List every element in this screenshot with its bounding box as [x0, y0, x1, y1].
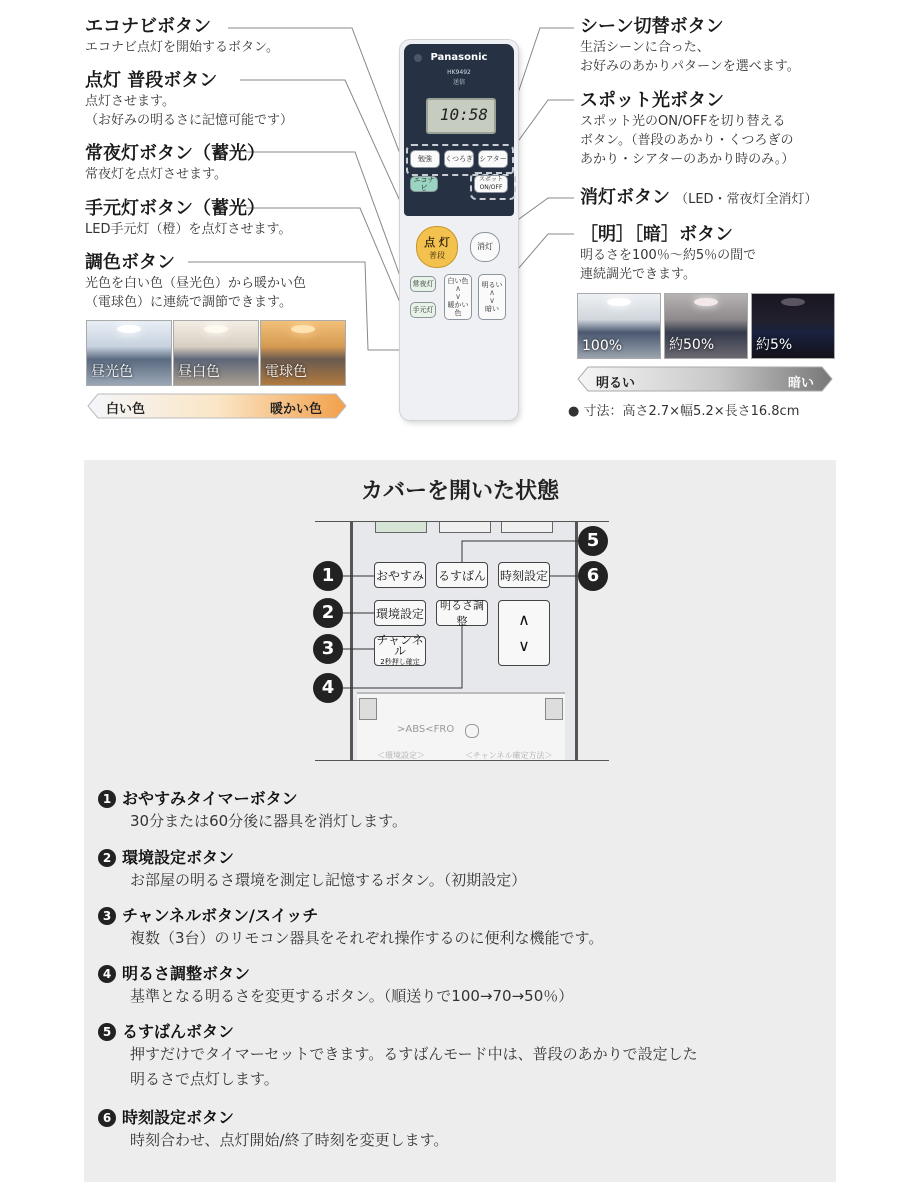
list-item	[98, 845, 526, 893]
brightness-label-desc-2: 連続調光できます。	[580, 267, 696, 282]
photo-daylight-label: 昼光色	[91, 364, 133, 380]
lcd-clock: 10:58	[439, 105, 488, 124]
updown-icon: ∧ ∨	[455, 284, 461, 301]
photo-neutral	[173, 320, 259, 386]
spot-label-title: スポット光ボタン	[580, 90, 724, 111]
scene-label-title: シーン切替ボタン	[580, 16, 724, 37]
callout-6: 6	[578, 561, 608, 591]
joya-button[interactable]: 常夜灯	[410, 276, 436, 292]
scene-study-button[interactable]: 勉強	[410, 150, 440, 168]
list-title: 時刻設定ボタン	[122, 1108, 235, 1127]
brand-logo: Panasonic	[430, 52, 488, 63]
photo-bright-5	[751, 293, 835, 359]
tento-button-main: 点 灯	[424, 236, 450, 249]
photo-warm-label: 電球色	[265, 364, 307, 380]
econavi-label-desc: エコナビ点灯を開始するボタン。	[85, 40, 279, 55]
photo-bright-50-label: 約50%	[669, 337, 715, 353]
hinge-right	[545, 698, 563, 720]
temoto-button[interactable]: 手元灯	[410, 302, 436, 318]
joya-label-desc: 常夜灯を点灯させます。	[85, 167, 227, 182]
tento-label-title: 点灯 普段ボタン	[85, 70, 218, 91]
callout-1: 1	[313, 561, 343, 591]
jikoku-button[interactable]: 時刻設定	[498, 562, 550, 588]
model-number: HK9492	[447, 69, 471, 76]
scene-label-desc: 生活シーンに合った、	[580, 40, 710, 55]
photo-neutral-label: 昼白色	[178, 364, 220, 380]
temoto-label-desc: LED手元灯（橙）を点灯させます。	[85, 222, 292, 237]
spot-label-desc-2: ボタン。（普段のあかり・くつろぎの	[580, 133, 794, 148]
partial-button	[375, 522, 427, 533]
shoto-label-title: 消灯ボタン	[580, 187, 670, 208]
flap-text-b: ＜チャンネル確定方法＞	[465, 751, 553, 760]
flap-circle-icon	[465, 724, 479, 738]
list-desc: お部屋の明るさ環境を測定し記憶するボタン。（初期設定）	[130, 871, 527, 889]
temoto-label-title: 手元灯ボタン（蓄光）	[85, 198, 265, 219]
updown-icon-2: ∧ ∨	[489, 288, 495, 305]
down-arrow-icon: ∨	[518, 636, 530, 655]
callout-5: 5	[578, 526, 608, 556]
ir-sensor-icon	[414, 54, 422, 62]
brightness-label-desc: 明るさを100％～約5％の間で	[580, 248, 757, 263]
brightness-toggle-button[interactable]	[478, 274, 506, 320]
partial-button-2	[439, 522, 491, 533]
remote-top-panel	[404, 44, 514, 216]
list-title: るすばんボタン	[122, 1022, 235, 1041]
updown-button[interactable]	[498, 600, 550, 666]
list-desc: 基準となる明るさを変更するボタン。（順送りで100→70→50％）	[130, 987, 574, 1005]
list-item	[98, 1019, 698, 1092]
joya-label-title: 常夜灯ボタン（蓄光）	[85, 143, 265, 164]
model-sub: 送信	[452, 79, 465, 86]
list-item	[98, 903, 603, 951]
list-item	[98, 1105, 448, 1153]
scene-theater-button[interactable]: シアター	[478, 150, 508, 168]
shoto-button[interactable]: 消灯	[470, 232, 500, 262]
channel-button[interactable]	[374, 632, 426, 666]
channel-button-sub: 2秒押し確定	[380, 657, 420, 666]
hinge-left	[359, 698, 377, 720]
list-desc-2: 明るさで点灯します。	[130, 1070, 279, 1088]
akarusa-button[interactable]: 明るさ調整	[436, 600, 488, 626]
color-bar-right: 暖かい色	[270, 402, 323, 417]
callout-4: 4	[313, 673, 343, 703]
list-desc: 押すだけでタイマーセットできます。るすばんモード中は、普段のあかりで設定した	[130, 1045, 698, 1063]
photo-bright-100	[577, 293, 661, 359]
list-num: 1	[98, 790, 116, 808]
choshoku-label-title: 調色ボタン	[85, 252, 175, 273]
spot-label-desc-3: あかり・シアターのあかり時のみ。）	[580, 152, 795, 167]
dark-label: 暗い	[485, 305, 499, 313]
lcd-display	[426, 98, 496, 134]
up-arrow-icon: ∧	[518, 610, 530, 629]
list-num: 5	[98, 1023, 116, 1041]
list-title: おやすみタイマーボタン	[122, 789, 298, 808]
bright-bar-right: 暗い	[788, 376, 815, 391]
tento-label-desc: 点灯させます。	[85, 94, 175, 109]
tento-button[interactable]	[416, 226, 458, 268]
list-title: 明るさ調整ボタン	[122, 964, 251, 983]
color-toggle-button[interactable]	[444, 274, 472, 320]
callout-3: 3	[313, 634, 343, 664]
photo-bright-100-label: 100%	[582, 338, 623, 354]
econavi-button[interactable]: エコナビ	[410, 176, 438, 192]
color-warm-label: 暖かい色	[447, 301, 469, 317]
list-num: 3	[98, 907, 116, 925]
choshoku-label-desc-2: （電球色）に連続で調節できます。	[85, 295, 292, 310]
list-desc: 複数（3台）のリモコン器具をそれぞれ操作するのに便利な機能です。	[130, 929, 604, 947]
list-item	[98, 786, 407, 834]
tento-button-sub: 普段	[429, 251, 445, 260]
color-bar-left: 白い色	[106, 402, 146, 417]
spot-label-desc: スポット光のON/OFFを切り替える	[580, 114, 786, 129]
callout-2: 2	[313, 598, 343, 628]
list-title: 環境設定ボタン	[122, 848, 235, 867]
list-item	[98, 961, 573, 1009]
channel-button-label: チャンネル	[376, 632, 424, 658]
econavi-label-title: エコナビボタン	[85, 16, 211, 37]
cut-line-bottom	[315, 760, 609, 761]
choshoku-label-desc: 光色を白い色（昼光色）から暖かい色	[85, 276, 307, 291]
shoto-label-note: （LED・常夜灯全消灯）	[675, 192, 818, 207]
remote-control	[400, 40, 518, 420]
photo-bright-50	[664, 293, 748, 359]
kankyo-button[interactable]: 環境設定	[374, 600, 426, 626]
oyasumi-button[interactable]: おやすみ	[374, 562, 426, 588]
list-num: 2	[98, 849, 116, 867]
scene-kutsurogi-button[interactable]: くつろぎ	[444, 150, 474, 168]
brightness-label-title: ［明］［暗］ボタン	[580, 224, 733, 245]
partial-button-3	[501, 522, 553, 533]
cover-section-title: カバーを開いた状態	[360, 479, 559, 504]
photo-daylight	[86, 320, 172, 386]
bright-bar-left: 明るい	[596, 376, 636, 391]
list-title: チャンネルボタン/スイッチ	[122, 906, 319, 925]
photo-warm	[260, 320, 346, 386]
tento-label-desc-2: （お好みの明るさに記憶可能です）	[85, 113, 294, 128]
color-white-label: 白い色	[447, 277, 469, 285]
list-desc: 30分または60分後に器具を消灯します。	[130, 812, 407, 830]
scene-label-desc-2: お好みのあかりパターンを選べます。	[580, 59, 800, 74]
bright-label: 明るい	[481, 281, 503, 289]
rusuban-button[interactable]: るすばん	[436, 562, 488, 588]
spot-button[interactable]: スポット ON/OFF	[474, 175, 508, 193]
list-desc: 時刻合わせ、点灯開始/終了時刻を変更します。	[130, 1131, 449, 1149]
cover-flap	[357, 692, 565, 760]
flap-text-a: ＜環境設定＞	[377, 751, 425, 760]
flap-text: >ABS<FRO	[397, 724, 455, 735]
photo-bright-5-label: 約5%	[756, 337, 793, 353]
list-num: 4	[98, 965, 116, 983]
list-num: 6	[98, 1109, 116, 1127]
dimensions-text: ● 寸法：高さ2.7×幅5.2×長さ16.8cm	[568, 404, 800, 419]
